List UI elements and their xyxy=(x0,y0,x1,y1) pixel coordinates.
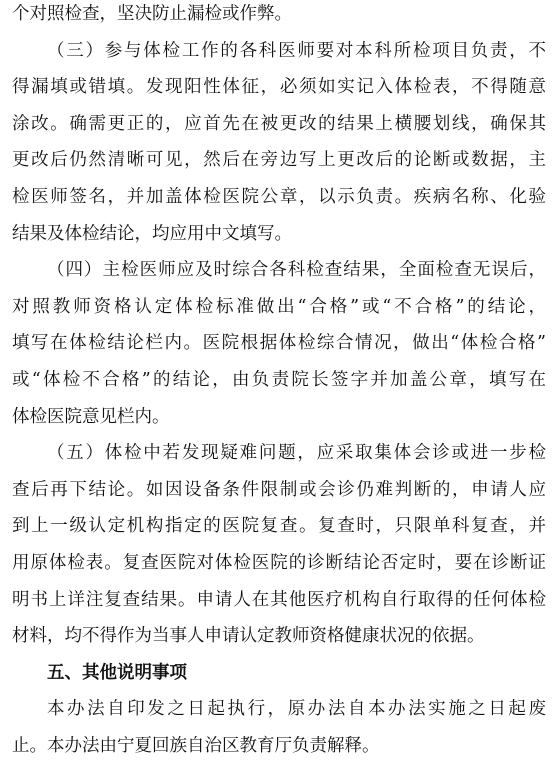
paragraph-5-line: 到上一级认定机构指定的医院复查。复查时，只限单科复查，并 xyxy=(12,516,546,537)
paragraph-4-line: 填写在体检结论栏内。医院根据体检综合情况，做出“体检合格” xyxy=(12,333,546,354)
paragraph-4-line: 对照教师资格认定体检标准做出“合格”或“不合格”的结论， xyxy=(12,296,546,317)
paragraph-4-line: 或“体检不合格”的结论，由负责院长签字并加盖公章，填写在 xyxy=(12,369,546,390)
paragraph-4-line: （四）主检医师应及时综合各科检查结果，全面检查无误后， xyxy=(47,260,546,281)
paragraph-3-line: 更改后仍然清晰可见，然后在旁边写上更改后的论断或数据，主 xyxy=(12,150,546,171)
paragraph-4-line: 体检医院意见栏内。 xyxy=(12,406,170,427)
paragraph-5-line: 材料，均不得作为当事人申请认定教师资格健康状况的依据。 xyxy=(12,626,485,647)
paragraph-intro-line: 个对照检查，坚决防止漏检或作弊。 xyxy=(12,4,292,24)
section-heading: 五、其他说明事项 xyxy=(47,662,187,683)
paragraph-3-line: 得漏填或错填。发现阳性体征，必须如实记入体检表，不得随意 xyxy=(12,77,546,98)
paragraph-5-line: 用原体检表。复查医院对体检医院的诊断结论否定时，要在诊断证 xyxy=(12,552,546,573)
paragraph-3-line: 检医师签名，并加盖体检医院公章，以示负责。疾病名称、化验 xyxy=(12,186,546,207)
paragraph-3-line: 结果及体检结论，均应用中文填写。 xyxy=(12,223,292,244)
paragraph-3-line: 涂改。确需更正的，应首先在被更改的结果上横腰划线，确保其 xyxy=(12,113,546,134)
paragraph-5-line: 查后再下结论。如因设备条件限制或会诊仍难判断的，申请人应 xyxy=(12,479,546,500)
paragraph-3-line: （三）参与体检工作的各科医师要对本科所检项目负责，不 xyxy=(47,40,546,61)
section-5-line: 止。本办法由宁夏回族自治区教育厅负责解释。 xyxy=(12,735,380,756)
section-5-line: 本办法自印发之日起执行，原办法自本办法实施之日起废 xyxy=(47,699,546,720)
paragraph-5-line: 明书上详注复查结果。申请人在其他医疗机构自行取得的任何体检 xyxy=(12,589,546,610)
paragraph-5-line: （五）体检中若发现疑难问题，应采取集体会诊或进一步检 xyxy=(47,443,546,464)
